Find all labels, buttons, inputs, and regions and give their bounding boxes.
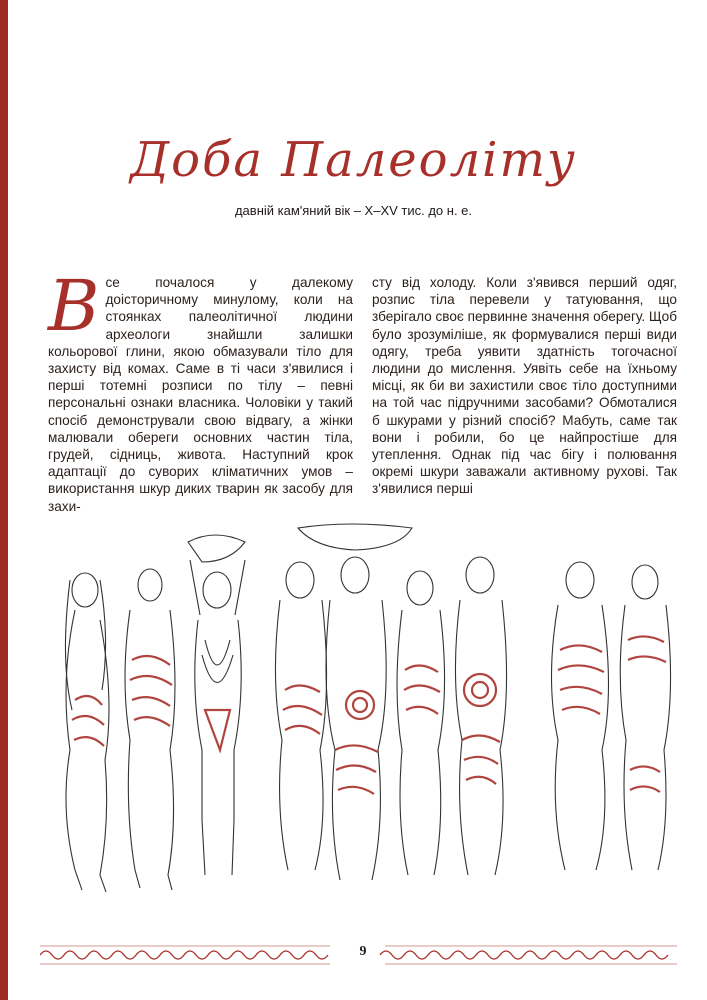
figure-9	[620, 565, 670, 870]
figure-4	[275, 562, 326, 870]
figure-8	[552, 562, 609, 870]
figure-6	[397, 571, 445, 875]
page-subtitle: давній кам'яний вік – X–XV тис. до н. е.	[234, 203, 473, 218]
figure-1	[65, 573, 109, 892]
figure-5-bowl-carrier	[298, 524, 412, 880]
article-column-right	[372, 274, 677, 498]
article-text-left: се почалося у далекому доісторичному минулому, коли на стоянках палеолітичної людини археологи знайшли залишки кольорової глини, якою обмазували тіло для захисту від комах. Саме в ті часи з'явилися і перші тотемні розписи по тілу – певні персональні ознаки власника. Чоловіки у такий спосіб демонстрували свою відвагу, а жінки малювали обереги основних частин тіла, грудей, сідниць, живота. Наступний крок адаптації до суворих кліматичних умов – використання шкур диких тварин як засобу для захи-	[48, 275, 353, 514]
page-title: Доба Палеоліту	[130, 132, 577, 188]
article-column-left	[48, 265, 353, 515]
drop-cap: В	[48, 265, 100, 347]
figure-3-bowl-carrier	[188, 535, 245, 875]
page-number: 9	[348, 944, 378, 960]
paleolithic-women-illustration	[30, 520, 690, 910]
figure-2	[125, 569, 175, 890]
figure-7	[455, 557, 506, 875]
article-text-right: сту від холоду. Коли з'явився перший одяг, розпис тіла перевели у татуювання, що зберігало своє первинне значення оберегу. Щоб було зрозуміліше, як формувалися перші види одягу, треба уявити здатність тогочасної людини до мислення. Уявіть себе на їхньому місці, як би ви захистили своє тіло доступними на той час підручними засобами? Обмоталися б шкурами у різний спосіб? Мабуть, саме так вони і робили, бо це найпростіше для утеплення. Однак під час бігу і полювання окремі шкури заважали активному руховi. Так з'явилися перші	[372, 275, 677, 497]
